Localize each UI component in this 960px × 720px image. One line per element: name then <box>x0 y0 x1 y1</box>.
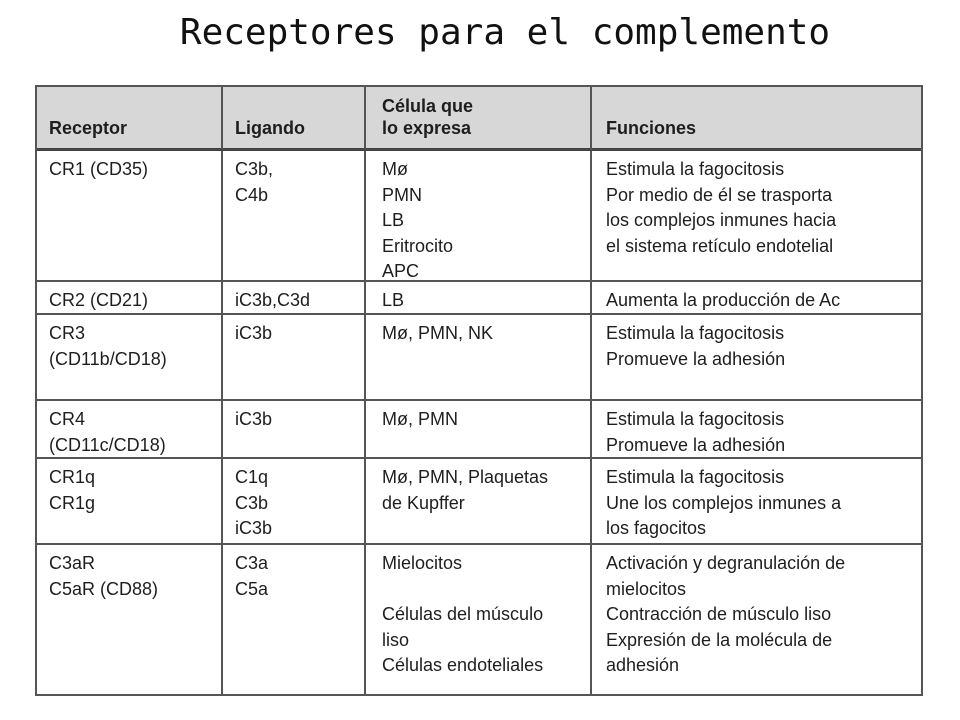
ligand-cell: C1q C3b iC3b <box>223 459 366 545</box>
cell-type-cell: LB <box>366 282 592 315</box>
cell-type-cell: Mø, PMN <box>366 401 592 459</box>
ligand-cell: iC3b,C3d <box>223 282 366 315</box>
header-label: Ligando <box>235 118 305 138</box>
function-cell: Estimula la fagocitosis Une los complejos inmunes a los fagocitos <box>592 459 921 545</box>
receptor-cell: CR1 (CD35) <box>37 151 223 282</box>
ligand-cell: C3b, C4b <box>223 151 366 282</box>
receptor-cell: CR2 (CD21) <box>37 282 223 315</box>
header-ligando <box>223 87 366 151</box>
function-cell: Estimula la fagocitosis Promueve la adhesión <box>592 315 921 401</box>
header-label: Receptor <box>49 118 128 138</box>
receptor-cell: C3aR C5aR (CD88) <box>37 545 223 694</box>
cell-type-cell: Mø, PMN, NK <box>366 315 592 401</box>
function-cell: Activación y degranulación de mielocitos Contracción de músculo liso Expresión de la molécula de adhesión <box>606 553 846 675</box>
header-funciones <box>592 87 921 151</box>
receptor-cell: CR4 (CD11c/CD18) <box>37 401 223 459</box>
header-label: Célula que lo expresa <box>382 96 474 138</box>
cell-type-cell: Mø PMN LB Eritrocito APC <box>366 151 592 282</box>
function-cell: Aumenta la producción de Ac <box>592 282 921 315</box>
header-celula <box>366 87 592 151</box>
receptor-table <box>35 85 923 696</box>
function-cell: Estimula la fagocitosis Por medio de él se trasporta los complejos inmunes hacia el sistema retículo endotelial <box>592 151 921 282</box>
cell-type-cell: Mielocitos Células del músculo liso Células endoteliales <box>366 545 592 694</box>
ligand-cell: iC3b <box>223 315 366 401</box>
cell-type-cell: Mø, PMN, Plaquetas de Kupffer <box>366 459 592 545</box>
header-receptor <box>37 87 223 151</box>
receptor-cell: CR3 (CD11b/CD18) <box>37 315 223 401</box>
receptor-cell: CR1q CR1g <box>37 459 223 545</box>
ligand-cell: iC3b <box>223 401 366 459</box>
ligand-cell: C3a C5a <box>223 545 366 694</box>
header-label: Funciones <box>606 118 697 138</box>
function-cell: Estimula la fagocitosis Promueve la adhesión <box>592 401 921 459</box>
slide-title: Receptores para el complemento <box>179 12 831 53</box>
